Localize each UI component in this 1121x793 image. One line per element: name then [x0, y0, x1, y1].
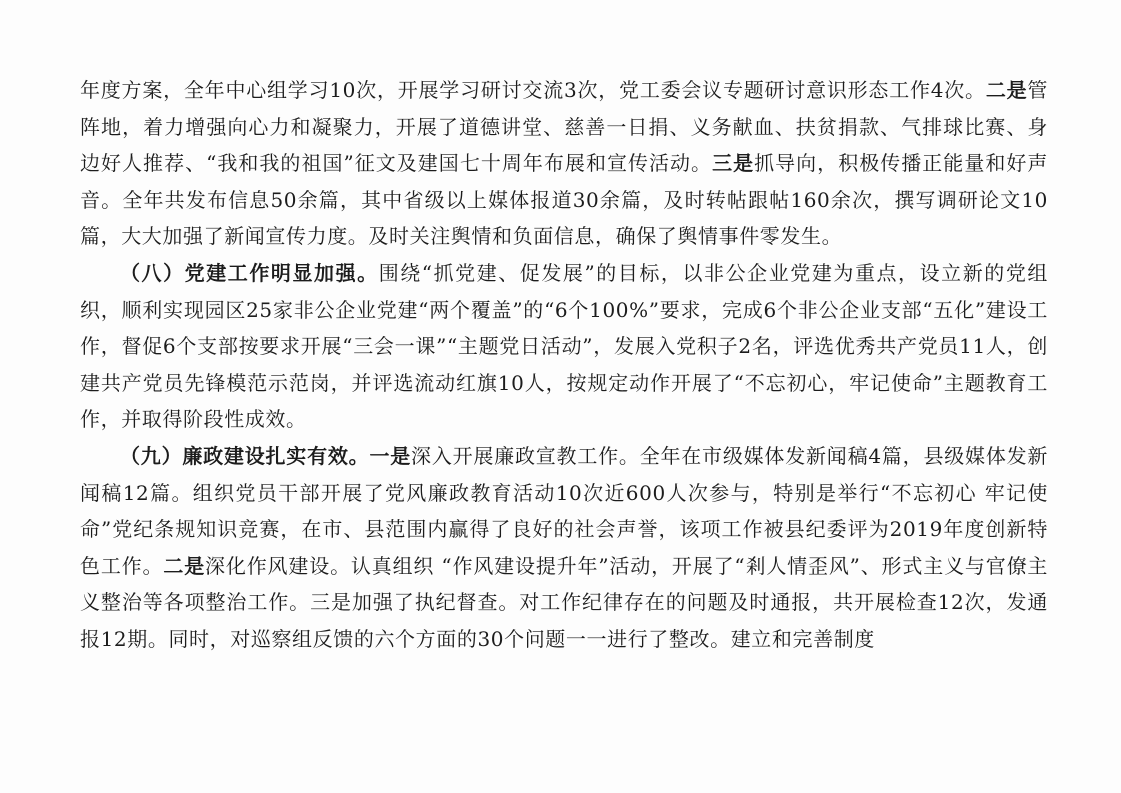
text-run: 年度方案，全年中心组学习10次，开展学习研讨交流3次，党工委会议专题研讨意识形态工作4次。	[80, 78, 986, 102]
section-heading: （八）党建工作明显加强。	[120, 260, 379, 285]
text-run: 抓导向，积极传播正能量和好声音。全年共发布信息50余篇，其中省级以上媒体报道30余篇，及时转帖跟帖160余次，撰写调研论文10篇，大大加强了新闻宣传力度。及时关注舆情和负面信息，确保了舆情事件零发生。	[80, 151, 1048, 249]
paragraph-integrity-building	[80, 438, 1048, 658]
section-heading: （九）廉政建设扎实有效。一是	[120, 443, 412, 468]
text-run-bold: 二是	[985, 78, 1028, 102]
text-run: 围绕“抓党建、促发展”的目标，以非公企业党建为重点，设立新的党组织，顺利实现园区25家非公企业党建“两个覆盖”的“6个100%”要求，完成6个非公企业支部“五化”建设工作，督促6个支部按要求开展“三会一课”“主题党日活动”，发展入党积子2名，评选优秀共产党员11人，创建共产党员先锋模范示范岗，并评选流动红旗10人，按规定动作开展了“不忘初心，牢记使命”主题教育工作，并取得阶段性成效。	[80, 260, 1048, 432]
text-run: 管阵地，着力增强向心力和凝聚力，开展了道德讲堂、慈善一日捐、义务献血、扶贫捐款、气排球比赛、身边好人推荐、“我和我的祖国”征文及建国七十周年布展和宣传活动。	[80, 78, 1048, 176]
paragraph-ideology-work	[80, 72, 1048, 255]
text-run-bold: 二是	[163, 553, 206, 578]
text-run: 深化作风建设。认真组织 “作风建设提升年”活动，开展了“剎人情歪风”、形式主义与官僚主义整治等各项整治工作。三是加强了执纪督查。对工作纪律存在的问题及时通报，共开展检查12次，发通报12期。同时，对巡察组反馈的六个方面的30个问题一一进行了整改。建立和完善制度	[80, 553, 1049, 651]
document-body	[80, 72, 1048, 658]
text-run-bold: 三是	[712, 151, 755, 176]
paragraph-party-building	[80, 255, 1048, 438]
text-run: 深入开展廉政宣教工作。全年在市级媒体发新闻稿4篇，县级媒体发新闻稿12篇。组织党员干部开展了党风廉政教育活动10次近600人次参与，特别是举行“不忘初心 牢记使命”党纪条规知识竞赛，在市、县范围内赢得了良好的社会声誉，该项工作被县纪委评为2019年度创新特色工作。	[80, 443, 1048, 578]
